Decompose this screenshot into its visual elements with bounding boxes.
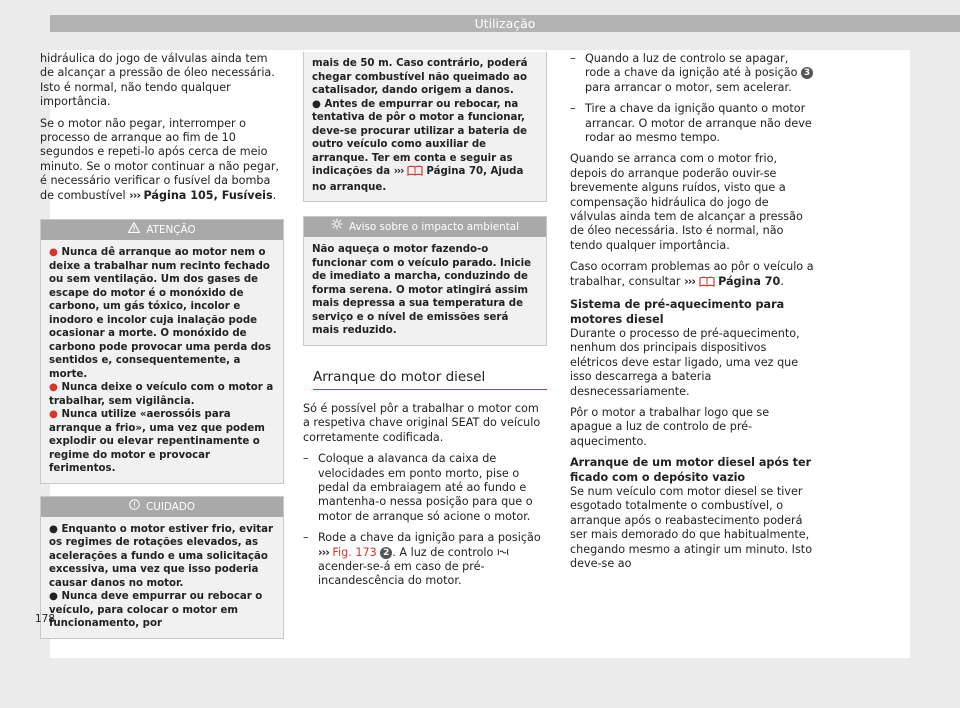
- caution-box: [40, 496, 284, 639]
- bullet-icon: ●: [49, 591, 62, 603]
- paragraph: Caso ocorram problemas ao pôr o veículo a trabalhar, consultar ››› Página 70.: [570, 260, 814, 291]
- reference-arrow-icon: ›››: [393, 166, 404, 177]
- bullet-icon: ●: [312, 98, 325, 110]
- paragraph: Se num veículo com motor diesel se tiver esgotado totalmente o combustível, o arranque após o reabastecimento poderá ser mais demorado do que habitualmente, chegando mesmo a atingir um minuto. Isto deve-se ao: [570, 484, 813, 570]
- step-item: – Tire a chave da ignição quanto o motor arrancar. O motor de arranque não deve rodar ao mesmo tempo.: [570, 102, 814, 145]
- caution-box-continued: [303, 52, 547, 202]
- warning-triangle-icon: [128, 220, 140, 240]
- column-2: [303, 52, 547, 596]
- section-heading: Arranque do motor diesel: [313, 370, 547, 390]
- bullet-icon: ●: [49, 382, 62, 394]
- position-number-badge: 3: [801, 67, 813, 79]
- reference-arrow-icon: ›››: [318, 545, 329, 559]
- caution-item: ● Nunca deve empurrar ou rebocar o veículo, para colocar o motor em funcionamento, por: [49, 591, 263, 630]
- step-item: – Quando a luz de controlo se apagar, rode a chave da ignição até à posição 3 para arrancar o motor, sem acelerar.: [570, 52, 814, 95]
- warning-box: [40, 219, 284, 484]
- paragraph: Quando se arranca com o motor frio, depois do arranque poderão ouvir-se brevemente alguns ruídos, visto que a compensação hidráulica do jogo de válvulas ainda tem de alcançar a pressão de óleo necessária. Isto é normal, não tendo qualquer importância.: [570, 152, 803, 252]
- book-icon: [699, 276, 715, 291]
- paragraph: Pôr o motor a trabalhar logo que se apague a luz de controlo de pré-aquecimento.: [570, 405, 770, 448]
- warning-item: ● Nunca utilize «aerossóis para arranque a frio», uma vez que podem explodir ou elevar repentinamente o regime do motor e provocar ferimentos.: [49, 409, 265, 475]
- step-item: – Coloque a alavanca da caixa de velocidades em ponto morto, pise o pedal da embraiagem até ao fundo e mantenha-o nessa posição para que o motor de arranque só acione o motor.: [303, 452, 547, 524]
- warning-box-header: [41, 220, 283, 240]
- column-3: [570, 52, 814, 578]
- glow-plug-icon: [497, 546, 509, 559]
- reference-arrow-icon: ›››: [129, 188, 140, 202]
- page-reference-link[interactable]: Página 105, Fusíveis: [143, 188, 273, 202]
- environment-box-header: [304, 217, 546, 237]
- environment-notice-box: [303, 216, 547, 346]
- caution-item: ● Enquanto o motor estiver frio, evitar os regimes de rotações elevados, as acelerações a fundo e uma solicitação excessiva, uma vez que isso poderia causar danos no motor.: [49, 523, 273, 589]
- step-item: – Rode a chave da ignição para a posição ››› Fig. 173 2 . A luz de controlo acender-se-á em caso de pré-incandescência do motor.: [303, 531, 547, 589]
- paragraph: hidráulica do jogo de válvulas ainda tem de alcançar a pressão de óleo necessária. Isto é normal, não tendo qualquer importância.: [40, 52, 275, 109]
- bullet-icon: ●: [49, 247, 62, 259]
- subheading: Sistema de pré-aquecimento para motores diesel: [570, 298, 785, 326]
- position-number-badge: 2: [380, 547, 392, 559]
- caution-item-continued: mais de 50 m. Caso contrário, poderá chegar combustível não queimado ao catalisador, dando origem a danos.: [312, 58, 528, 96]
- bullet-icon: ●: [49, 523, 62, 535]
- page-number: 178: [35, 613, 56, 625]
- caution-info-icon: [129, 497, 140, 517]
- bullet-icon: ●: [49, 409, 62, 421]
- subheading: Arranque de um motor diesel após ter ficado com o depósito vazio: [570, 456, 812, 484]
- warning-title: ATENÇÃO: [146, 224, 196, 237]
- warning-item: ● Nunca dê arranque ao motor nem o deixe a trabalhar num recinto fechado ou sem ventilação. Um dos gases de escape do motor é o monóxido de carbono, um gás tóxico, incolor e inodoro e incolor cuja inalação pode ocasionar a morte. O monóxido de carbono pode provocar uma perda dos sentidos e, consequentemente, a morte.: [49, 247, 272, 380]
- page-header: Utilização: [50, 15, 960, 32]
- figure-reference-link[interactable]: Fig. 173: [332, 545, 377, 559]
- column-1: [40, 52, 284, 639]
- paragraph: Só é possível pôr a trabalhar o motor com a respetiva chave original SEAT do veículo corretamente codificada.: [303, 401, 541, 444]
- leaf-icon: [331, 217, 343, 237]
- environment-text: Não aqueça o motor fazendo-o funcionar com o veículo parado. Inicie de imediato a marcha, conduzindo de forma serena. O motor atingirá assim mais depressa a sua temperatura de serviço e o nível de emissões será mais reduzido.: [312, 244, 532, 336]
- environment-title: Aviso sobre o impacto ambiental: [348, 221, 520, 233]
- caution-item: ● Antes de empurrar ou rebocar, na tentativa de pôr o motor a funcionar, deve-se procurar utilizar a bateria de outro veículo como auxiliar de arranque. Ter em conta e seguir as indicações da ››› Página 70, Ajuda no arranque.: [312, 98, 528, 193]
- page-reference-link[interactable]: Página 70, Ajuda no arranque: [312, 166, 524, 193]
- reference-arrow-icon: ›››: [684, 274, 695, 288]
- warning-item: ● Nunca deixe o veículo com o motor a trabalhar, sem vigilância.: [49, 382, 274, 407]
- paragraph: Durante o processo de pré-aquecimento, nenhum dos principais dispositivos elétricos deve estar ligado, uma vez que isso descarrega a bateria desnecessariamente.: [570, 326, 800, 398]
- book-icon: [407, 165, 423, 181]
- page-reference-link[interactable]: Página 70: [718, 274, 781, 288]
- caution-title: CUIDADO: [145, 500, 196, 513]
- caution-box-header: [41, 497, 283, 517]
- paragraph: Se o motor não pegar, interromper o processo de arranque ao fim de 10 segundos e repeti-lo após cerca de meio minuto. Se o motor continuar a não pegar, é necessário verificar o fusível da bomba de combustível ››› Página 105, Fusíveis.: [40, 116, 280, 202]
